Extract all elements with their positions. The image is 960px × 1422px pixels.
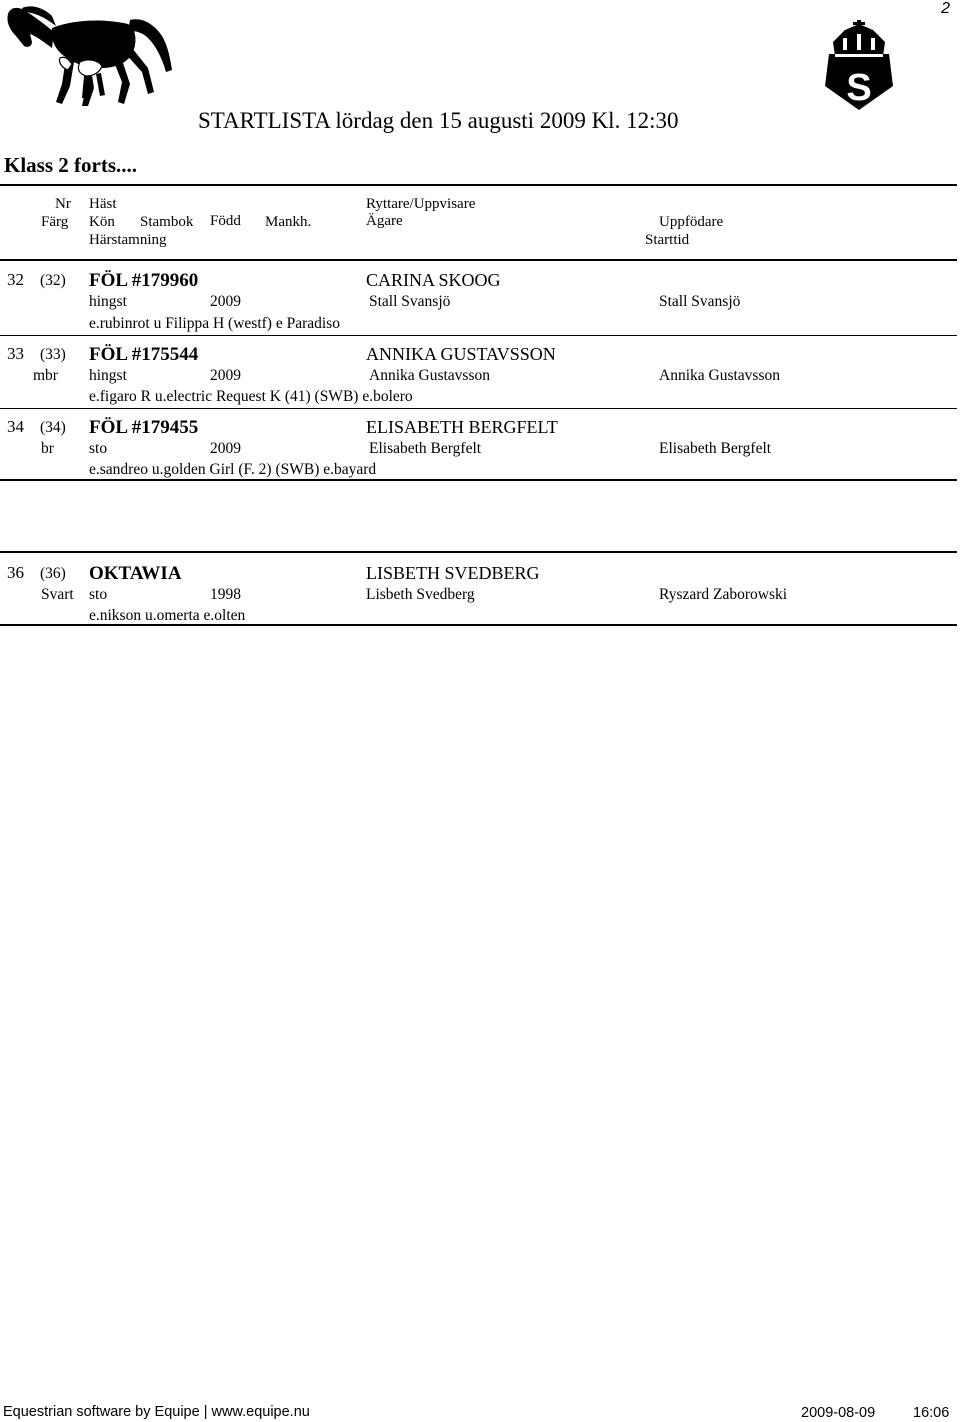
entry-pedigree: e.figaro R u.electric Request K (41) (SWB) e.bolero xyxy=(89,388,413,405)
entry-order: (36) xyxy=(40,565,66,582)
entry-horse: FÖL #175544 xyxy=(89,344,199,365)
col-agare: Ägare xyxy=(366,213,403,229)
col-mankh: Mankh. xyxy=(265,214,312,230)
section-start-rule xyxy=(0,551,957,553)
col-ryttare: Ryttare/Uppvisare xyxy=(366,196,476,212)
col-kon: Kön xyxy=(89,214,115,230)
entry-sex: hingst xyxy=(89,367,127,384)
entry-owner: Annika Gustavsson xyxy=(369,367,490,384)
entry-owner: Elisabeth Bergfelt xyxy=(369,440,482,457)
entry-order: (34) xyxy=(40,419,66,436)
class-label: Klass 2 forts.... xyxy=(4,153,137,177)
footer-software: Equestrian software by Equipe | www.equipe.nu xyxy=(3,1404,310,1420)
col-starttid: Starttid xyxy=(645,232,690,248)
entry-sex: hingst xyxy=(89,293,127,310)
entry-pedigree: e.rubinrot u Filippa H (westf) e Paradiso xyxy=(89,315,340,332)
col-farg: Färg xyxy=(41,214,69,230)
footer-date: 2009-08-09 xyxy=(801,1405,876,1421)
entry-born: 2009 xyxy=(210,367,241,384)
col-harstamning: Härstamning xyxy=(89,232,167,248)
col-nr: Nr xyxy=(55,196,71,212)
col-fodd: Född xyxy=(210,213,241,229)
entry-sex: sto xyxy=(89,440,108,457)
entry-rider: ELISABETH BERGFELT xyxy=(366,417,558,437)
entry-rider: ANNIKA GUSTAVSSON xyxy=(366,344,556,364)
entry-color: mbr xyxy=(33,367,58,384)
entry-order: (33) xyxy=(40,346,66,363)
entry-rider: LISBETH SVEDBERG xyxy=(366,563,540,583)
col-hast: Häst xyxy=(89,196,117,212)
entry-horse: OKTAWIA xyxy=(89,563,182,584)
entry-born: 2009 xyxy=(210,293,241,310)
entry-divider xyxy=(0,335,957,336)
page-number: 2 xyxy=(941,0,950,17)
header-top-rule xyxy=(0,184,957,186)
entry-owner: Stall Svansjö xyxy=(369,293,451,310)
crown-s-logo xyxy=(823,20,895,110)
entry-rider: CARINA SKOOG xyxy=(366,270,501,290)
entry-divider xyxy=(0,408,957,409)
header-bottom-rule xyxy=(0,259,957,261)
entry-breeder: Annika Gustavsson xyxy=(659,367,780,384)
page-title: STARTLISTA lördag den 15 augusti 2009 Kl. 12:30 xyxy=(198,108,679,133)
entry-pedigree: e.nikson u.omerta e.olten xyxy=(89,607,246,624)
entry-horse: FÖL #179455 xyxy=(89,417,199,438)
entry-born: 1998 xyxy=(210,586,241,603)
entry-color: Svart xyxy=(41,586,74,603)
entry-color: br xyxy=(41,440,54,457)
entry-nr: 33 xyxy=(7,344,24,363)
entry-order: (32) xyxy=(40,272,66,289)
svg-text:S: S xyxy=(846,67,872,109)
col-stambok: Stambok xyxy=(140,214,194,230)
entry-breeder: Elisabeth Bergfelt xyxy=(659,440,772,457)
entry-breeder: Ryszard Zaborowski xyxy=(659,586,788,603)
footer-time: 16:06 xyxy=(913,1405,950,1421)
entry-breeder: Stall Svansjö xyxy=(659,293,741,310)
col-uppfodare: Uppfödare xyxy=(659,214,724,230)
section-end-rule xyxy=(0,624,957,626)
entry-born: 2009 xyxy=(210,440,241,457)
entry-pedigree: e.sandreo u.golden Girl (F. 2) (SWB) e.bayard xyxy=(89,461,377,478)
entry-sex: sto xyxy=(89,586,108,603)
horse-logo xyxy=(2,2,177,112)
entry-horse: FÖL #179960 xyxy=(89,270,199,291)
entry-nr: 32 xyxy=(7,270,24,289)
entry-nr: 34 xyxy=(7,417,24,436)
entry-nr: 36 xyxy=(7,563,24,582)
entry-owner: Lisbeth Svedberg xyxy=(366,586,475,603)
section-end-rule xyxy=(0,479,957,481)
